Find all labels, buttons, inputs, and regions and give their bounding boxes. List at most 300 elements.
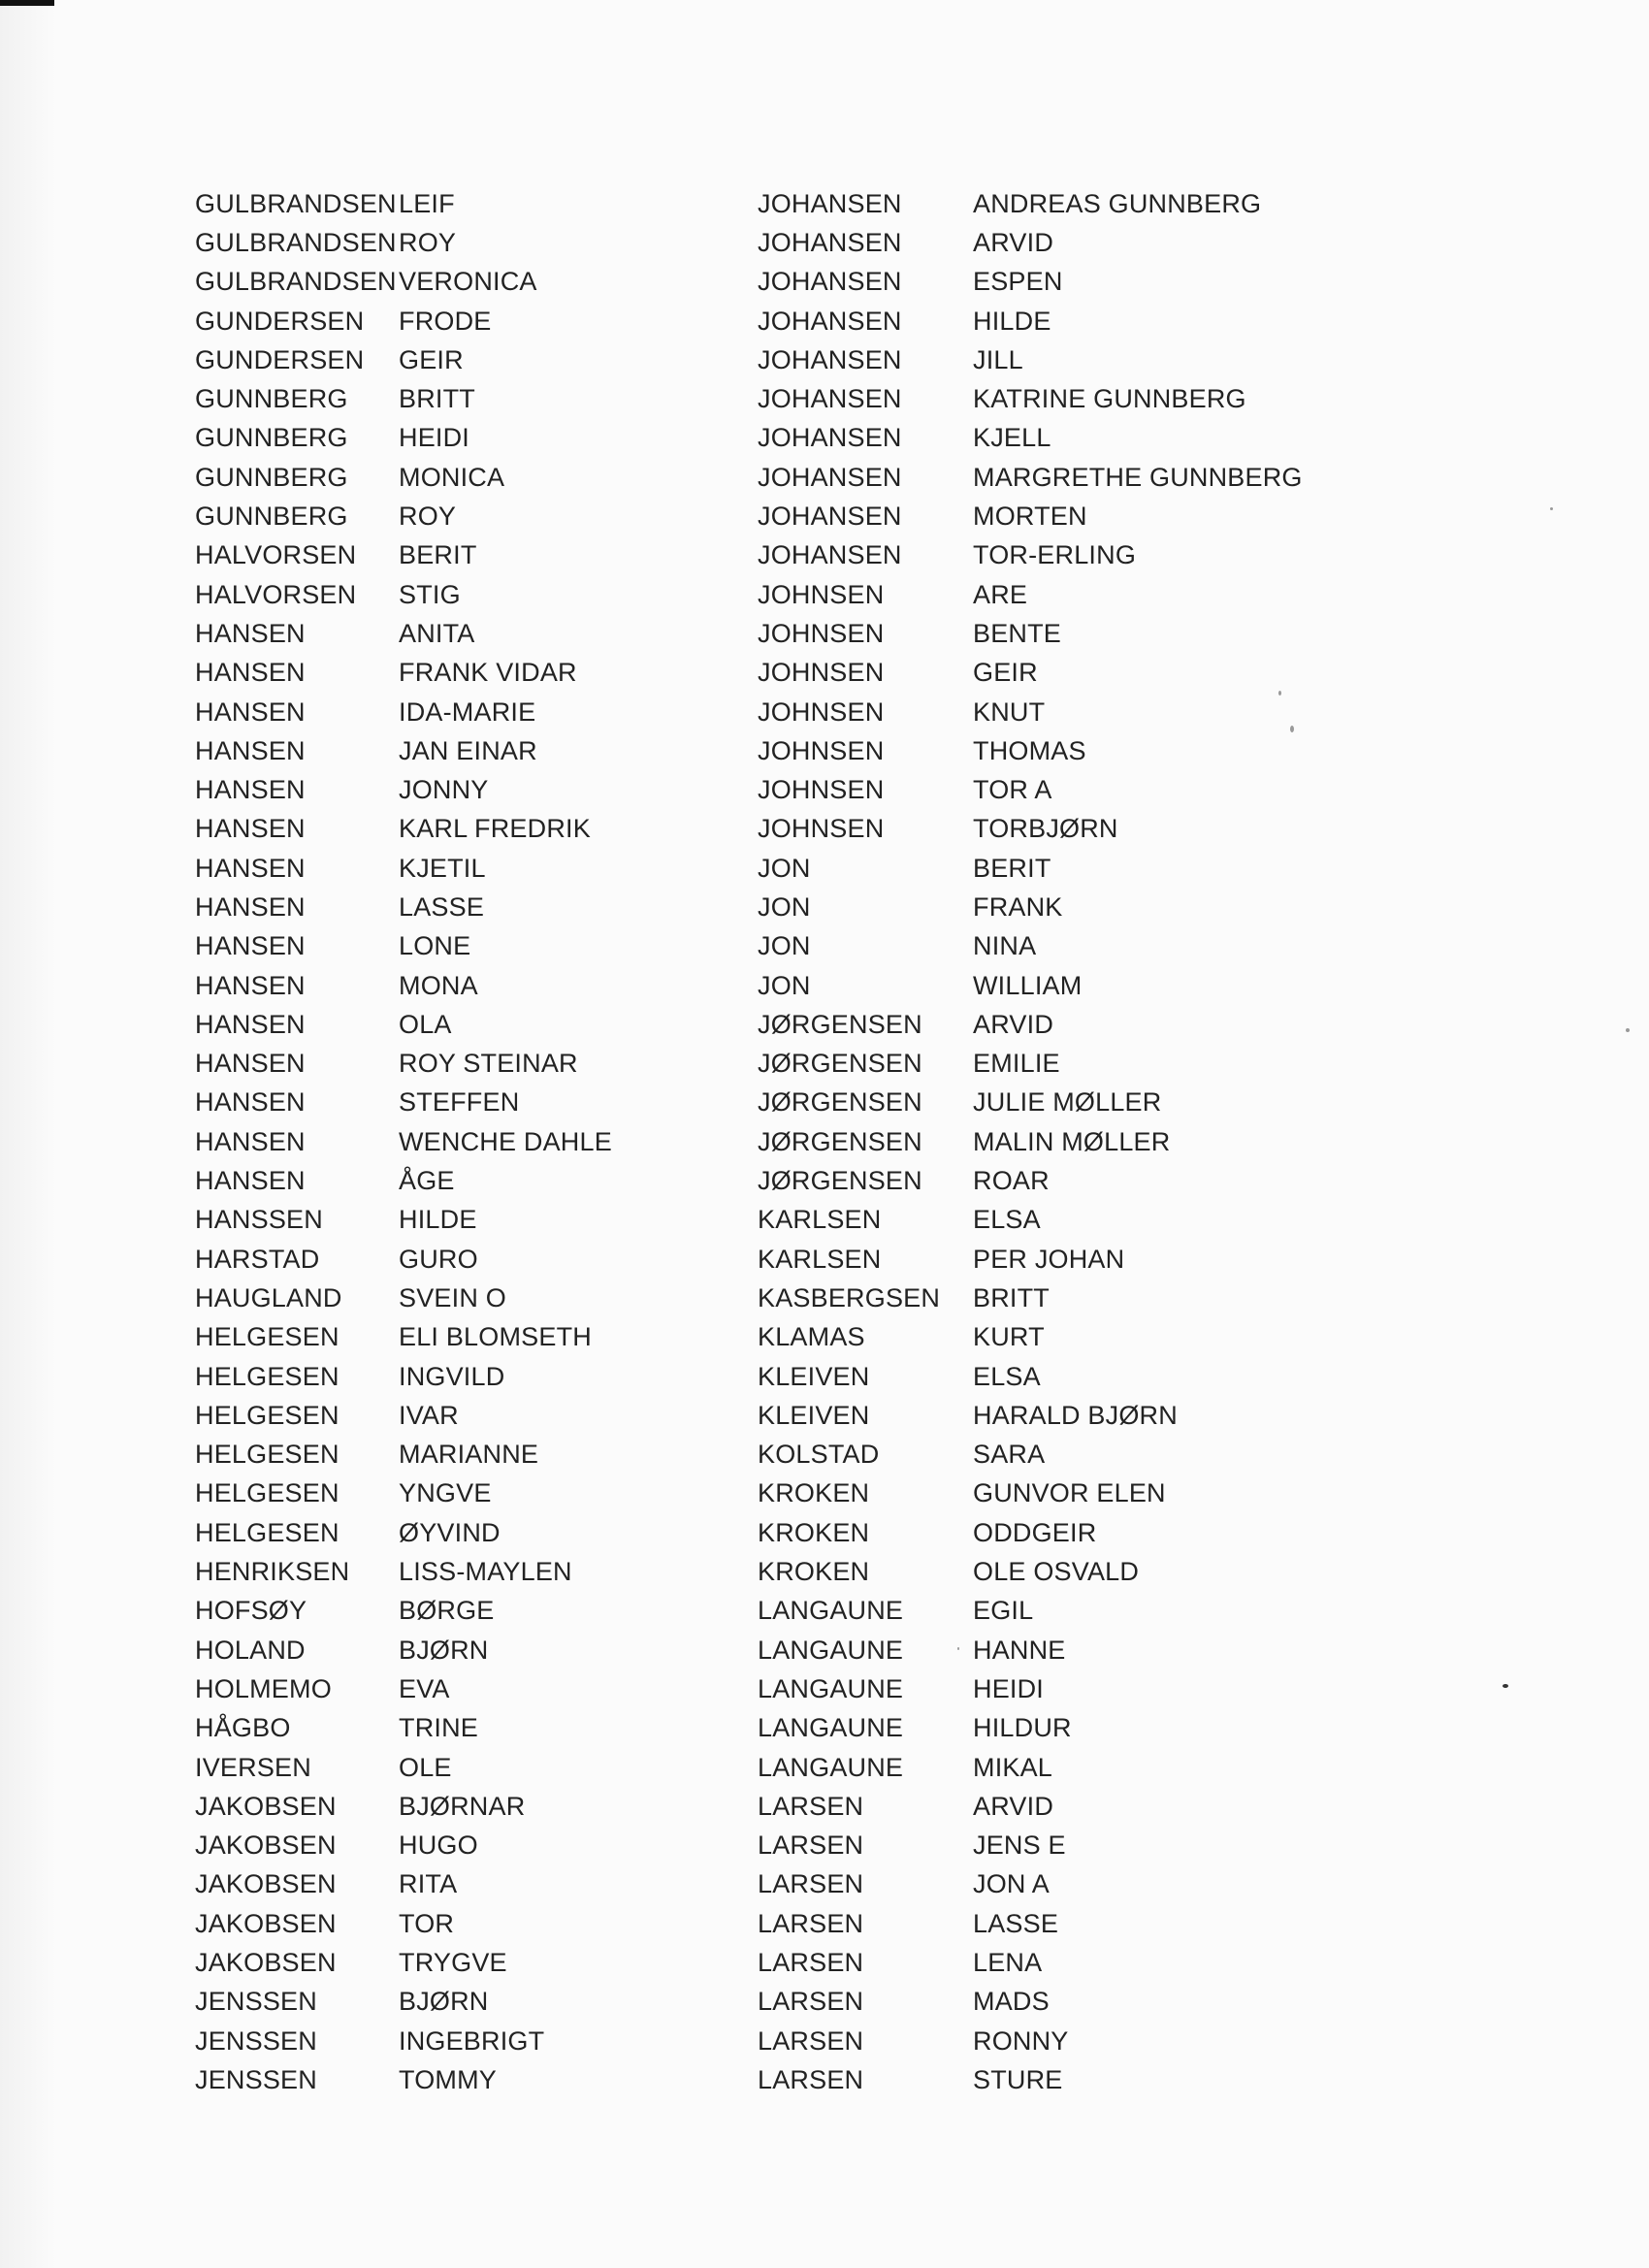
name-row xyxy=(195,1240,612,1279)
name-row xyxy=(758,1865,1303,1904)
first-name: JON A xyxy=(973,1869,1051,1899)
surname: JENSSEN xyxy=(195,2064,317,2094)
first-name: WENCHE DAHLE xyxy=(399,1126,612,1156)
name-row xyxy=(758,731,1303,770)
name-row xyxy=(195,1396,612,1435)
first-name: MORTEN xyxy=(973,502,1087,532)
name-row xyxy=(758,654,1303,693)
surname: LANGAUNE xyxy=(758,1752,904,1782)
name-row xyxy=(758,1045,1303,1084)
surname: HANSEN xyxy=(195,891,306,922)
name-column-left xyxy=(195,184,612,2100)
name-row xyxy=(758,2060,1303,2099)
surname: KLAMAS xyxy=(758,1322,865,1352)
name-row xyxy=(195,263,612,302)
first-name: KJETIL xyxy=(399,853,486,883)
scan-speck xyxy=(1626,1028,1630,1032)
surname: GULBRANDSEN xyxy=(195,267,397,297)
name-row xyxy=(195,536,612,575)
name-row xyxy=(758,497,1303,535)
name-row xyxy=(195,1983,612,2022)
surname: KLEIVEN xyxy=(758,1400,870,1430)
surname: GUNDERSEN xyxy=(195,306,365,336)
surname: JOHANSEN xyxy=(758,384,902,414)
name-row xyxy=(195,575,612,614)
surname: KROKEN xyxy=(758,1557,870,1587)
first-name: JULIE MØLLER xyxy=(973,1087,1162,1118)
name-row xyxy=(758,1826,1303,1864)
name-row xyxy=(195,184,612,223)
surname: JOHANSEN xyxy=(758,306,902,336)
first-name: HEIDI xyxy=(973,1673,1045,1703)
surname: HANSEN xyxy=(195,697,306,727)
name-row xyxy=(195,1357,612,1396)
scan-edge-shadow xyxy=(0,0,56,2268)
first-name: TOR A xyxy=(973,775,1052,805)
first-name: ARE xyxy=(973,579,1028,609)
first-name: HILDUR xyxy=(973,1713,1072,1743)
first-name: IVAR xyxy=(399,1400,459,1430)
name-row xyxy=(195,770,612,809)
first-name: FRANK xyxy=(973,891,1063,922)
scan-speck xyxy=(1278,691,1281,696)
name-row xyxy=(195,1552,612,1591)
surname: JON xyxy=(758,970,811,1000)
surname: JOHNSEN xyxy=(758,579,885,609)
first-name: TOR xyxy=(399,1908,455,1938)
surname: LARSEN xyxy=(758,2025,864,2056)
name-row xyxy=(195,1669,612,1708)
first-name: STURE xyxy=(973,2064,1063,2094)
surname: KOLSTAD xyxy=(758,1440,880,1470)
surname: LARSEN xyxy=(758,1869,864,1899)
first-name: BRITT xyxy=(973,1282,1050,1312)
name-row xyxy=(195,1161,612,1200)
name-row xyxy=(758,1943,1303,1982)
name-row xyxy=(758,263,1303,302)
name-row xyxy=(758,575,1303,614)
surname: JOHANSEN xyxy=(758,502,902,532)
surname: LANGAUNE xyxy=(758,1713,904,1743)
first-name: BJØRN xyxy=(399,1635,489,1665)
surname: KASBERGSEN xyxy=(758,1282,941,1312)
surname: JOHNSEN xyxy=(758,697,885,727)
first-name: STIG xyxy=(399,579,461,609)
first-name: JONNY xyxy=(399,775,489,805)
first-name: JAN EINAR xyxy=(399,735,537,765)
name-row xyxy=(758,770,1303,809)
name-row xyxy=(195,1045,612,1084)
first-name: IDA-MARIE xyxy=(399,697,536,727)
surname: HELGESEN xyxy=(195,1400,340,1430)
name-row xyxy=(758,1787,1303,1826)
surname: JAKOBSEN xyxy=(195,1908,337,1938)
name-row xyxy=(195,223,612,262)
scan-speck xyxy=(957,1647,959,1650)
name-row xyxy=(758,302,1303,340)
surname: JØRGENSEN xyxy=(758,1049,922,1079)
first-name: STEFFEN xyxy=(399,1087,520,1118)
first-name: EGIL xyxy=(973,1596,1034,1626)
surname: LANGAUNE xyxy=(758,1673,904,1703)
name-row xyxy=(195,2060,612,2099)
name-row xyxy=(195,1631,612,1669)
name-row xyxy=(758,223,1303,262)
name-row xyxy=(195,693,612,731)
surname: GULBRANDSEN xyxy=(195,227,397,257)
surname: KARLSEN xyxy=(758,1244,882,1274)
surname: LANGAUNE xyxy=(758,1635,904,1665)
name-row xyxy=(758,849,1303,888)
first-name: TRYGVE xyxy=(399,1948,507,1977)
first-name: VERONICA xyxy=(399,267,537,297)
name-row xyxy=(758,184,1303,223)
first-name: ROAR xyxy=(973,1166,1050,1196)
first-name: GEIR xyxy=(973,658,1038,688)
surname: HÅGBO xyxy=(195,1713,291,1743)
name-row xyxy=(758,1592,1303,1631)
first-name: KATRINE GUNNBERG xyxy=(973,384,1246,414)
first-name: FRODE xyxy=(399,306,492,336)
first-name: ELI BLOMSETH xyxy=(399,1322,592,1352)
first-name: LENA xyxy=(973,1948,1043,1977)
surname: JØRGENSEN xyxy=(758,1126,922,1156)
name-row xyxy=(758,693,1303,731)
surname: KROKEN xyxy=(758,1478,870,1508)
first-name: ELSA xyxy=(973,1361,1041,1391)
scan-speck xyxy=(1503,1684,1508,1688)
name-row xyxy=(758,1201,1303,1240)
surname: HANSEN xyxy=(195,1166,306,1196)
surname: HELGESEN xyxy=(195,1322,340,1352)
surname: JØRGENSEN xyxy=(758,1166,922,1196)
surname: KARLSEN xyxy=(758,1205,882,1235)
first-name: LEIF xyxy=(399,188,455,218)
name-row xyxy=(758,340,1303,379)
first-name: PER JOHAN xyxy=(973,1244,1125,1274)
first-name: JENS E xyxy=(973,1831,1066,1861)
first-name: ODDGEIR xyxy=(973,1517,1097,1547)
first-name: GEIR xyxy=(399,344,464,374)
surname: JOHNSEN xyxy=(758,618,885,648)
name-row xyxy=(195,927,612,966)
name-column-right xyxy=(758,184,1303,2100)
first-name: HILDE xyxy=(399,1205,477,1235)
name-row xyxy=(758,1396,1303,1435)
surname: JOHANSEN xyxy=(758,462,902,492)
first-name: LASSE xyxy=(973,1908,1059,1938)
surname: HANSEN xyxy=(195,618,306,648)
first-name: MARIANNE xyxy=(399,1440,539,1470)
name-row xyxy=(195,1474,612,1513)
first-name: MADS xyxy=(973,1987,1050,2017)
name-row xyxy=(195,1436,612,1474)
first-name: HARALD BJØRN xyxy=(973,1400,1178,1430)
first-name: ANITA xyxy=(399,618,475,648)
first-name: THOMAS xyxy=(973,735,1086,765)
first-name: ELSA xyxy=(973,1205,1041,1235)
surname: HANSEN xyxy=(195,658,306,688)
surname: HANSEN xyxy=(195,814,306,844)
surname: JØRGENSEN xyxy=(758,1009,922,1039)
name-row xyxy=(758,379,1303,418)
name-row xyxy=(195,1904,612,1943)
surname: JOHNSEN xyxy=(758,775,885,805)
first-name: HANNE xyxy=(973,1635,1066,1665)
first-name: NINA xyxy=(973,931,1037,961)
first-name: HILDE xyxy=(973,306,1051,336)
first-name: LASSE xyxy=(399,891,485,922)
surname: LARSEN xyxy=(758,2064,864,2094)
surname: HENRIKSEN xyxy=(195,1557,350,1587)
first-name: MARGRETHE GUNNBERG xyxy=(973,462,1303,492)
first-name: ANDREAS GUNNBERG xyxy=(973,188,1262,218)
surname: KLEIVEN xyxy=(758,1361,870,1391)
surname: HELGESEN xyxy=(195,1361,340,1391)
name-row xyxy=(195,888,612,926)
first-name: SVEIN O xyxy=(399,1282,506,1312)
name-row xyxy=(758,1748,1303,1787)
first-name: ROY xyxy=(399,502,457,532)
surname: HANSEN xyxy=(195,1126,306,1156)
name-row xyxy=(195,1943,612,1982)
first-name: LISS-MAYLEN xyxy=(399,1557,572,1587)
name-row xyxy=(195,340,612,379)
name-row xyxy=(758,888,1303,926)
name-row xyxy=(758,966,1303,1005)
surname: JENSSEN xyxy=(195,2025,317,2056)
name-row xyxy=(195,731,612,770)
name-row xyxy=(195,1709,612,1748)
scan-speck xyxy=(1290,726,1294,732)
first-name: BERIT xyxy=(973,853,1051,883)
surname: HOFSØY xyxy=(195,1596,307,1626)
name-row xyxy=(195,2022,612,2060)
surname: HANSEN xyxy=(195,775,306,805)
surname: JØRGENSEN xyxy=(758,1087,922,1118)
first-name: OLE OSVALD xyxy=(973,1557,1140,1587)
surname: HANSEN xyxy=(195,735,306,765)
first-name: ÅGE xyxy=(399,1166,455,1196)
first-name: BJØRNAR xyxy=(399,1791,526,1821)
name-row xyxy=(758,1161,1303,1200)
surname: JENSSEN xyxy=(195,1987,317,2017)
surname: JON xyxy=(758,891,811,922)
surname: JOHANSEN xyxy=(758,267,902,297)
first-name: BJØRN xyxy=(399,1987,489,2017)
scan-speck xyxy=(1550,507,1553,510)
name-row xyxy=(758,419,1303,458)
surname: HARSTAD xyxy=(195,1244,320,1274)
first-name: MIKAL xyxy=(973,1752,1053,1782)
surname: GUNNBERG xyxy=(195,462,348,492)
surname: HELGESEN xyxy=(195,1440,340,1470)
surname: JOHANSEN xyxy=(758,344,902,374)
surname: HANSEN xyxy=(195,970,306,1000)
name-row xyxy=(195,302,612,340)
surname: KROKEN xyxy=(758,1517,870,1547)
surname: JON xyxy=(758,853,811,883)
name-row xyxy=(195,1279,612,1317)
name-row xyxy=(758,1279,1303,1317)
first-name: TOR-ERLING xyxy=(973,540,1137,570)
name-row xyxy=(195,966,612,1005)
name-row xyxy=(758,1513,1303,1552)
name-row xyxy=(758,1474,1303,1513)
surname: LARSEN xyxy=(758,1791,864,1821)
name-row xyxy=(195,1826,612,1864)
name-row xyxy=(195,654,612,693)
surname: JOHNSEN xyxy=(758,735,885,765)
surname: HELGESEN xyxy=(195,1517,340,1547)
surname: JOHANSEN xyxy=(758,423,902,453)
surname: HALVORSEN xyxy=(195,579,357,609)
first-name: SARA xyxy=(973,1440,1046,1470)
first-name: EMILIE xyxy=(973,1049,1060,1079)
surname: HALVORSEN xyxy=(195,540,357,570)
first-name: WILLIAM xyxy=(973,970,1083,1000)
first-name: BRITT xyxy=(399,384,475,414)
first-name: MONA xyxy=(399,970,478,1000)
name-row xyxy=(195,1201,612,1240)
name-row xyxy=(195,497,612,535)
surname: HOLAND xyxy=(195,1635,306,1665)
name-row xyxy=(758,1631,1303,1669)
surname: HAUGLAND xyxy=(195,1282,342,1312)
surname: JOHANSEN xyxy=(758,188,902,218)
name-row xyxy=(195,1318,612,1357)
name-row xyxy=(195,1122,612,1161)
first-name: HEIDI xyxy=(399,423,470,453)
surname: HANSEN xyxy=(195,1009,306,1039)
first-name: ØYVIND xyxy=(399,1517,501,1547)
first-name: OLA xyxy=(399,1009,452,1039)
name-row xyxy=(195,1592,612,1631)
first-name: GUNVOR ELEN xyxy=(973,1478,1166,1508)
first-name: FRANK VIDAR xyxy=(399,658,577,688)
surname: JAKOBSEN xyxy=(195,1869,337,1899)
first-name: LONE xyxy=(399,931,471,961)
first-name: RITA xyxy=(399,1869,458,1899)
first-name: GURO xyxy=(399,1244,478,1274)
name-row xyxy=(758,1318,1303,1357)
surname: JOHANSEN xyxy=(758,227,902,257)
name-row xyxy=(758,1122,1303,1161)
first-name: BERIT xyxy=(399,540,477,570)
first-name: TRINE xyxy=(399,1713,478,1743)
first-name: ESPEN xyxy=(973,267,1063,297)
surname: GUNNBERG xyxy=(195,384,348,414)
first-name: OLE xyxy=(399,1752,452,1782)
name-row xyxy=(758,1983,1303,2022)
first-name: INGVILD xyxy=(399,1361,505,1391)
scan-corner-mark xyxy=(0,0,54,6)
name-row xyxy=(195,1005,612,1044)
name-row xyxy=(195,810,612,849)
first-name: ARVID xyxy=(973,1009,1054,1039)
surname: HANSEN xyxy=(195,1049,306,1079)
name-row xyxy=(195,614,612,653)
name-row xyxy=(758,810,1303,849)
name-row xyxy=(758,1436,1303,1474)
first-name: ROY xyxy=(399,227,457,257)
surname: HANSEN xyxy=(195,853,306,883)
name-row xyxy=(195,849,612,888)
name-row xyxy=(758,536,1303,575)
surname: LARSEN xyxy=(758,1908,864,1938)
surname: LARSEN xyxy=(758,1948,864,1977)
name-row xyxy=(758,1005,1303,1044)
first-name: BØRGE xyxy=(399,1596,495,1626)
name-row xyxy=(195,419,612,458)
surname: HOLMEMO xyxy=(195,1673,332,1703)
name-row xyxy=(758,1552,1303,1591)
name-row xyxy=(758,1240,1303,1279)
name-row xyxy=(195,1513,612,1552)
name-row xyxy=(758,1669,1303,1708)
name-row xyxy=(758,458,1303,497)
first-name: HUGO xyxy=(399,1831,478,1861)
first-name: YNGVE xyxy=(399,1478,492,1508)
surname: LANGAUNE xyxy=(758,1596,904,1626)
surname: GUNNBERG xyxy=(195,423,348,453)
surname: HANSEN xyxy=(195,1087,306,1118)
surname: JAKOBSEN xyxy=(195,1948,337,1977)
first-name: BENTE xyxy=(973,618,1062,648)
surname: JOHNSEN xyxy=(758,814,885,844)
first-name: KARL FREDRIK xyxy=(399,814,591,844)
first-name: MONICA xyxy=(399,462,505,492)
first-name: ARVID xyxy=(973,227,1054,257)
first-name: EVA xyxy=(399,1673,450,1703)
surname: JAKOBSEN xyxy=(195,1831,337,1861)
surname: JON xyxy=(758,931,811,961)
surname: GUNDERSEN xyxy=(195,344,365,374)
name-row xyxy=(758,1904,1303,1943)
first-name: JILL xyxy=(973,344,1023,374)
name-row xyxy=(195,379,612,418)
surname: HANSSEN xyxy=(195,1205,323,1235)
surname: IVERSEN xyxy=(195,1752,311,1782)
first-name: TOMMY xyxy=(399,2064,497,2094)
name-row xyxy=(195,458,612,497)
name-row xyxy=(758,614,1303,653)
surname: LARSEN xyxy=(758,1831,864,1861)
name-row xyxy=(195,1865,612,1904)
name-row xyxy=(758,1357,1303,1396)
name-row xyxy=(195,1748,612,1787)
first-name: KJELL xyxy=(973,423,1051,453)
first-name: RONNY xyxy=(973,2025,1069,2056)
name-row xyxy=(758,927,1303,966)
first-name: ROY STEINAR xyxy=(399,1049,578,1079)
first-name: ARVID xyxy=(973,1791,1054,1821)
surname: HANSEN xyxy=(195,931,306,961)
name-row xyxy=(758,1709,1303,1748)
surname: JOHANSEN xyxy=(758,540,902,570)
surname: JOHNSEN xyxy=(758,658,885,688)
first-name: INGEBRIGT xyxy=(399,2025,545,2056)
name-row xyxy=(195,1084,612,1122)
first-name: KURT xyxy=(973,1322,1045,1352)
surname: GULBRANDSEN xyxy=(195,188,397,218)
surname: JAKOBSEN xyxy=(195,1791,337,1821)
surname: GUNNBERG xyxy=(195,502,348,532)
name-row xyxy=(758,2022,1303,2060)
first-name: KNUT xyxy=(973,697,1046,727)
name-row xyxy=(758,1084,1303,1122)
first-name: TORBJØRN xyxy=(973,814,1118,844)
